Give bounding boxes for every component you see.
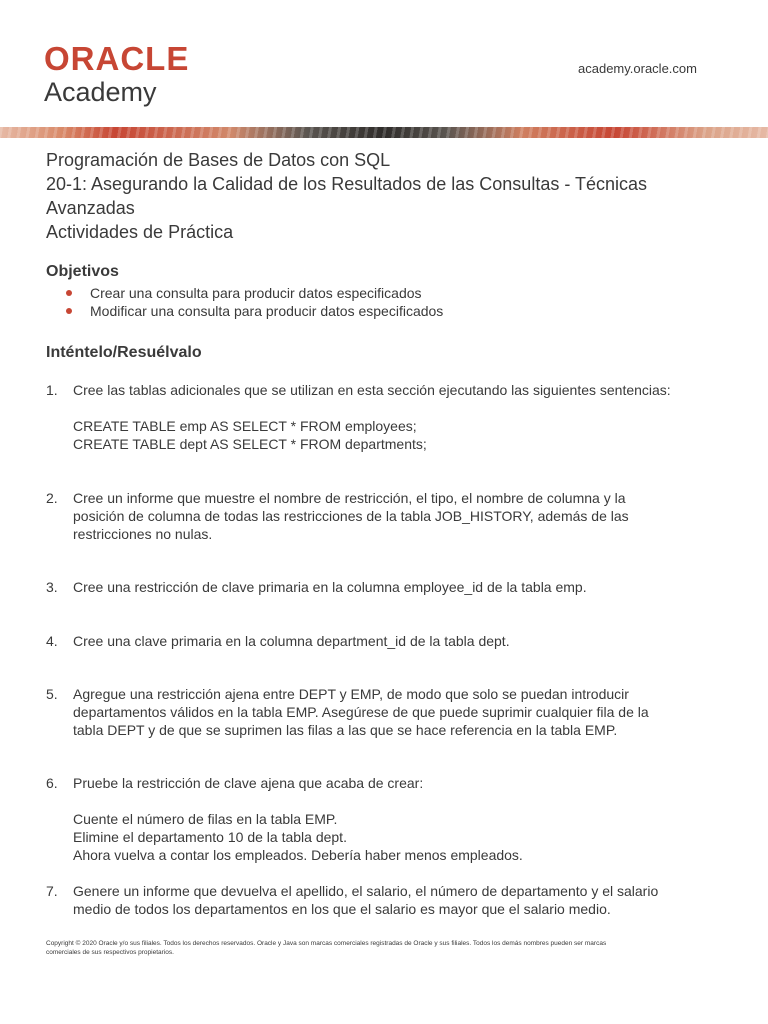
item-text: Cree las tablas adicionales que se utilizan en esta sección ejecutando las siguientes sentencias: [73,382,671,398]
activity-title: Actividades de Práctica [46,222,234,242]
decorative-banner [0,127,768,138]
course-title: Programación de Bases de Datos con SQL [46,150,391,170]
copyright-line: comerciales de sus respectivos propietarios. [46,949,174,956]
item-text: tabla DEPT y de que se suprimen las filas a las que se hace referencia en la tabla EMP. [73,722,618,738]
oracle-academy-logo [44,42,189,107]
item-text: medio de todos los departamentos en los que el salario es mayor que el salario medio. [73,901,611,917]
item-text: posición de columna de todas las restricciones de la tabla JOB_HISTORY, además de las [73,508,629,524]
copyright-footer [46,939,706,957]
list-item: Crear una consulta para producir datos especificados [66,284,443,302]
item-number: 2. [46,490,58,506]
logo-subtitle: Academy [44,77,157,107]
logo-wordmark: ORACLE [44,40,190,77]
objectives-heading: Objetivos [46,263,119,280]
sql-statements [73,417,427,453]
item-text: departamentos válidos en la tabla EMP. Asegúrese de que puede suprimir cualquier fila de la [73,704,649,720]
item-number: 7. [46,883,58,899]
objectives-list [66,284,443,320]
site-url[interactable]: academy.oracle.com [578,61,697,76]
bullet-icon [66,290,72,296]
step-line: Cuente el número de filas en la tabla EMP. [73,811,338,827]
test-steps [73,810,523,864]
item-number: 3. [46,579,58,595]
item-text: Agregue una restricción ajena entre DEPT y EMP, de modo que solo se puedan introducir [73,686,629,702]
list-item: Modificar una consulta para producir datos especificados [66,302,443,320]
copyright-line: Copyright © 2020 Oracle y/o sus filiales. Todos los derechos reservados. Oracle y Java son marcas comerciales registradas de Oracle y sus filiales. Todos los demás nombres pueden ser marcas [46,940,607,947]
page-title [46,148,746,244]
lesson-title-cont: Avanzadas [46,198,135,218]
item-number: 6. [46,775,58,791]
item-text: restricciones no nulas. [73,526,213,542]
item-number: 4. [46,633,58,649]
sql-line: CREATE TABLE dept AS SELECT * FROM departments; [73,436,427,452]
practice-heading: Inténtelo/Resuélvalo [46,344,202,361]
item-text: Cree una restricción de clave primaria en la columna employee_id de la tabla emp. [73,579,587,595]
step-line: Ahora vuelva a contar los empleados. Debería haber menos empleados. [73,847,523,863]
step-line: Elimine el departamento 10 de la tabla dept. [73,829,347,845]
bullet-icon [66,308,72,314]
lesson-title: 20-1: Asegurando la Calidad de los Resultados de las Consultas - Técnicas [46,174,648,194]
item-text: Pruebe la restricción de clave ajena que acaba de crear: [73,775,424,791]
item-text: Cree una clave primaria en la columna department_id de la tabla dept. [73,633,510,649]
item-number: 1. [46,382,58,398]
sql-line: CREATE TABLE emp AS SELECT * FROM employees; [73,418,417,434]
item-text: Cree un informe que muestre el nombre de restricción, el tipo, el nombre de columna y la [73,490,626,506]
item-number: 5. [46,686,58,702]
item-text: Genere un informe que devuelva el apellido, el salario, el número de departamento y el salario [73,883,659,899]
